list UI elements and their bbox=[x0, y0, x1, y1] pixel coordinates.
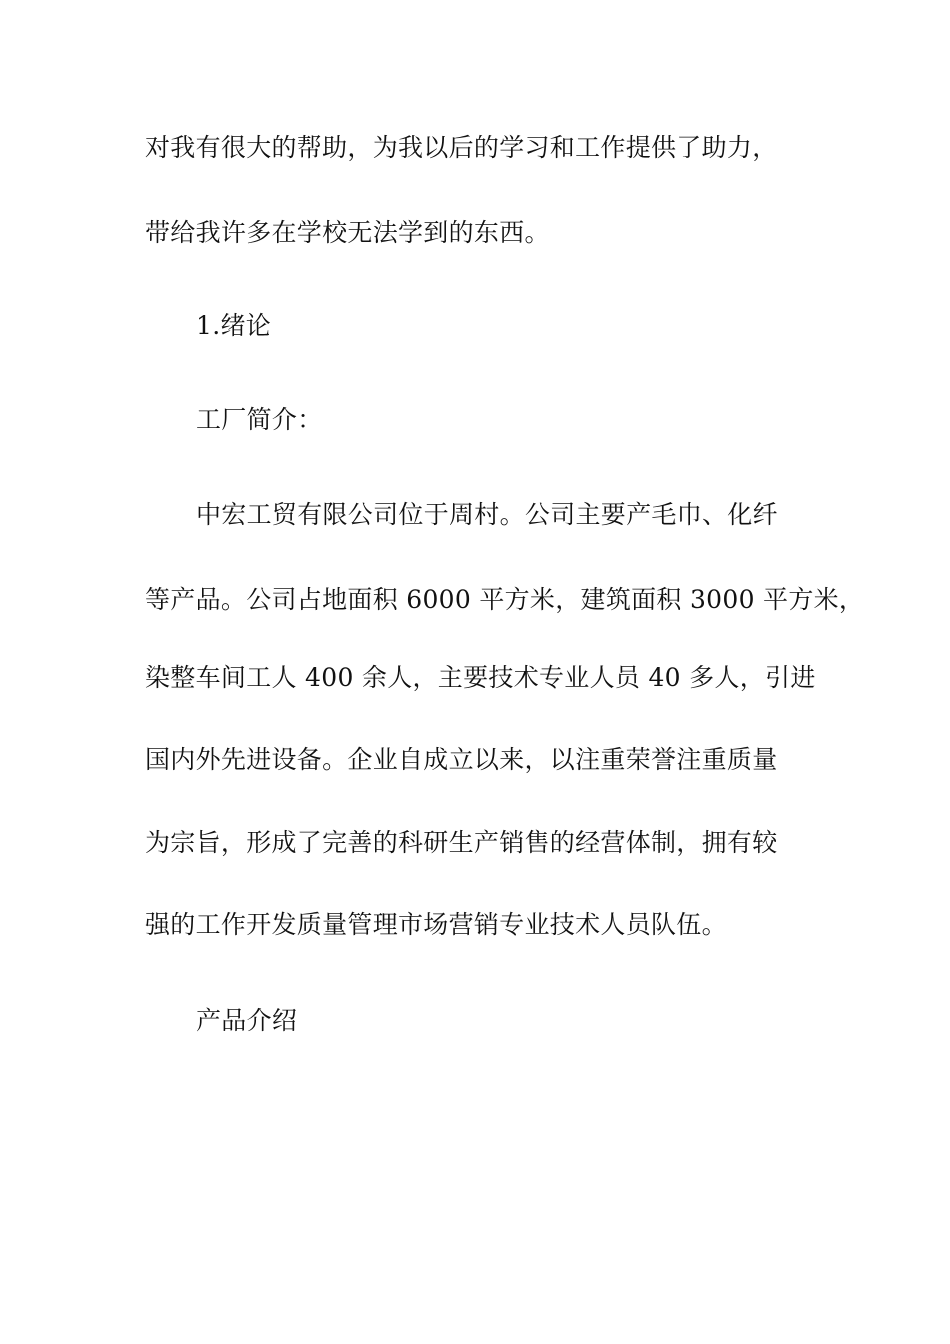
body-text-line: 强的工作开发质量管理市场营销专业技术人员队伍。 bbox=[145, 910, 727, 939]
subsection-heading: 工厂简介： bbox=[196, 405, 323, 434]
subsection-heading: 产品介绍 bbox=[196, 1006, 298, 1035]
body-text-line: 中宏工贸有限公司位于周村。公司主要产毛巾、化纤 bbox=[196, 500, 778, 529]
body-text-line: 对我有很大的帮助，为我以后的学习和工作提供了助力， bbox=[145, 133, 778, 162]
body-text-line: 为宗旨，形成了完善的科研生产销售的经营体制，拥有较 bbox=[145, 828, 778, 857]
body-text-line: 带给我许多在学校无法学到的东西。 bbox=[145, 218, 550, 247]
body-text-line: 等产品。公司占地面积 6000 平方米，建筑面积 3000 平方米， bbox=[145, 585, 865, 614]
section-heading: 1.绪论 bbox=[196, 311, 272, 340]
body-text-line: 国内外先进设备。企业自成立以来，以注重荣誉注重质量 bbox=[145, 745, 778, 774]
body-text-line: 染整车间工人 400 余人，主要技术专业人员 40 多人，引进 bbox=[145, 663, 816, 692]
